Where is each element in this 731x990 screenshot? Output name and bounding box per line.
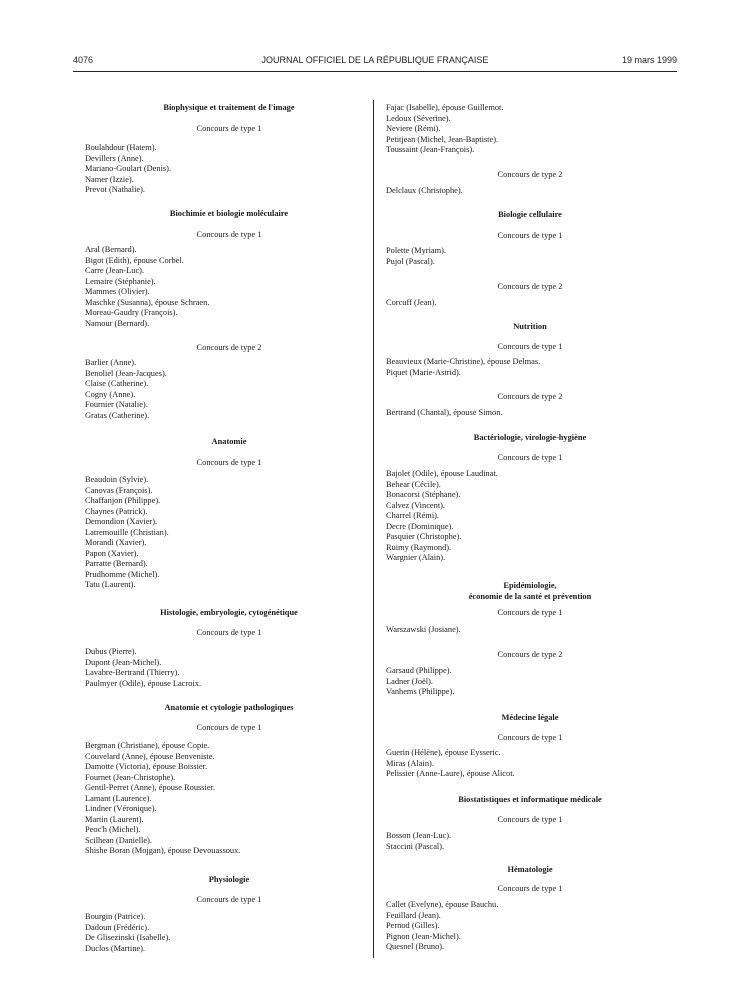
name-entry: Duclos (Martine). [85,943,146,953]
name-list [386,103,674,156]
name-entry: Moreau-Gaudry (François). [85,308,178,317]
name-entry: Beauvieux (Marie-Christine), épouse Delmas. [386,357,541,366]
concours-label: Concours de type 1 [497,733,563,742]
section-title: Biologie cellulaire [498,210,562,219]
name-list [386,408,674,419]
section-heading [85,437,373,458]
name-entry: Beaudoin (Sylvie). [85,475,149,484]
name-entry: Staccini (Pascal). [386,841,445,851]
name-entry: Bonacorsi (Stéphane). [386,490,461,499]
name-list [85,647,373,689]
concours-label: Concours de type 1 [196,628,262,637]
name-entry: Toussaint (Jean-François). [386,145,475,154]
name-entry: Behear (Cécile). [386,479,441,489]
name-entry: Petitjean (Michel, Jean-Baptiste). [386,134,499,144]
name-list [386,666,674,698]
name-entry: Canovas (François). [85,485,153,495]
name-entry: Shishe Boran (Mojgan), épouse Devouassoux. [85,846,241,855]
name-list [386,357,674,378]
name-entry: Polette (Myriam). [386,246,447,255]
name-entry: Chaynes (Patrick). [85,506,148,516]
concours-label: Concours de type 1 [497,815,563,824]
name-list [85,475,373,591]
name-entry: Bourgin (Patrice). [85,912,146,921]
section-title: Hématologie [507,865,553,874]
name-entry: Fournet (Jean-Christophe). [85,772,176,782]
name-entry: Benoliel (Jean-Jacques). [85,368,167,378]
section-title: Anatomie et cytologie pathologiques [164,703,294,712]
name-entry: Warszawski (Josiane). [386,625,461,634]
name-entry: Gratas (Catherine). [85,410,150,420]
concours-label: Concours de type 1 [196,723,262,732]
name-list [386,831,674,852]
name-entry: Garsaud (Philippe). [386,666,452,675]
name-entry: Papon (Xavier). [85,548,139,558]
section-heading [85,209,373,230]
name-entry: Boulahdour (Hatem). [85,143,157,152]
name-entry: Fournier (Natalie). [85,400,148,409]
name-entry: Barlier (Anne). [85,358,137,367]
concours-subheading [85,628,373,649]
name-entry: Claise (Catherine). [85,379,149,388]
section-heading [386,713,674,734]
name-list [85,912,373,954]
name-entry: Miras (Alain). [386,758,434,768]
name-entry: Ruimy (Raymond). [386,542,452,552]
section-title: Biophysique et traitement de l'image [163,103,295,112]
name-entry: De Glisezinski (Isabelle). [85,933,171,942]
name-entry: Peoc'h (Michel). [85,825,141,834]
concours-label: Concours de type 2 [497,170,563,179]
name-entry: Dupont (Jean-Michel). [85,657,162,667]
concours-label: Concours de type 2 [497,650,563,659]
name-entry: Callet (Evelyne), épouse Bauchu. [386,900,499,909]
name-entry: Pignon (Jean-Michel). [386,931,461,941]
name-entry: Quesnel (Bruno). [386,942,445,951]
name-list [85,143,373,196]
name-entry: Corcuff (Jean). [386,298,437,307]
name-entry: Vanhems (Philippe). [386,687,455,696]
name-entry: Carre (Jean-Luc). [85,266,145,275]
name-entry: Demondion (Xavier). [85,517,158,526]
section-heading [85,103,373,124]
name-entry: Calvez (Vincent). [386,500,446,510]
section-title: Epidémiologie, économie de la santé et prévention [468,581,592,601]
name-entry: Latremouille (Christian). [85,527,169,537]
name-entry: Delclaux (Christophe). [386,186,463,195]
name-entry: Dadoun (Frédéric). [85,922,150,932]
section-heading [386,210,674,231]
section-heading [386,433,674,454]
name-entry: Lemaire (Stéphanie). [85,276,156,286]
name-entry: Bertrand (Chantal), épouse Simon. [386,408,503,417]
section-title: Biostatistiques et informatique médicale [458,795,602,804]
name-entry: Bergman (Christiane), épouse Copie. [85,741,210,750]
name-list [85,741,373,857]
name-list [386,298,674,309]
name-entry: Ladner (Joël). [386,676,433,686]
name-entry: Prevot (Nathalie). [85,185,145,194]
name-entry: Bajolet (Odile), épouse Laudinat. [386,469,498,478]
section-title: Histologie, embryologie, cytogénétique [160,608,298,617]
name-list [386,246,674,267]
name-entry: Couvelard (Anne), épouse Benveniste. [85,751,215,761]
name-entry: Martin (Laurent). [85,814,144,824]
name-entry: Morandi (Xavier). [85,538,147,547]
name-entry: Wargnier (Alain). [386,553,446,562]
name-list [85,245,373,329]
section-heading [85,703,373,724]
name-entry: Charrel (Rémi). [386,511,440,520]
name-entry: Damotte (Victoria), épouse Boissier. [85,762,208,771]
concours-label: Concours de type 1 [497,608,563,617]
concours-label: Concours de type 1 [497,342,563,351]
header-rule [73,71,677,72]
section-heading [85,875,373,896]
section-heading [386,795,674,816]
name-entry: Lamant (Laurence). [85,793,152,803]
name-entry: Parratte (Bernard). [85,559,148,568]
concours-label: Concours de type 1 [196,895,262,904]
concours-label: Concours de type 2 [497,282,563,291]
name-entry: Guerin (Hélène), épouse Eysseric. [386,748,501,757]
section-title: Nutrition [513,322,547,331]
name-entry: Scilhean (Danielle). [85,835,152,845]
name-entry: Prudhomme (Michel). [85,569,160,579]
name-entry: Mammes (Olivier). [85,287,150,296]
concours-label: Concours de type 1 [196,458,262,467]
concours-label: Concours de type 1 [497,884,563,893]
name-entry: Paulmyer (Odile), épouse Lacroix. [85,678,202,688]
name-entry: Bosson (Jean-Luc). [386,831,452,840]
name-list [386,748,674,780]
name-entry: Fajac (Isabelle), épouse Guillemot. [386,103,504,112]
section-heading [386,322,674,343]
name-entry: Namour (Bernard). [85,318,150,328]
name-entry: Tatu (Laurent). [85,580,136,589]
name-entry: Lavabre-Bertrand (Thierry). [85,668,180,677]
name-list [386,469,674,564]
name-entry: Namer (Izzie). [85,174,134,184]
concours-label: Concours de type 1 [196,230,262,239]
name-entry: Ledoux (Séverine). [386,113,451,123]
name-entry: Mariano-Goulart (Denis). [85,164,172,173]
section-title: Physiologie [208,875,250,884]
name-entry: Devillers (Anne). [85,153,144,163]
name-entry: Cogny (Anne). [85,389,136,399]
name-list [386,186,674,197]
section-heading [85,608,373,629]
name-entry: Neviere (Rémi). [386,124,441,133]
name-entry: Aral (Bernard). [85,245,137,254]
name-entry: Decre (Dominique). [386,521,454,531]
name-entry: Lindner (Véronique). [85,804,157,813]
publication-date: 19 mars 1999 [621,55,677,65]
name-entry: Piquet (Marie-Astrid). [386,367,461,377]
name-entry: Feuillard (Jean). [386,910,441,920]
name-list [85,358,373,421]
name-entry: Pernod (Gilles). [386,921,440,930]
name-entry: Pujol (Pascal). [386,256,435,266]
concours-label: Concours de type 1 [497,231,563,240]
section-heading [386,865,674,886]
concours-label: Concours de type 2 [196,343,262,352]
section-title: Bactériologie, virologie-hygiène [473,433,587,442]
concours-label: Concours de type 1 [497,453,563,462]
column-divider [373,100,374,958]
section-title: Biochimie et biologie moléculaire [169,209,289,218]
name-entry: Bigot (Edith), épouse Corbel. [85,255,184,265]
name-entry: Maschke (Susanna), épouse Schraen. [85,297,210,307]
concours-subheading [85,124,373,145]
name-entry: Chaffanjon (Philippe). [85,496,161,505]
page-number: 4076 [73,55,94,65]
concours-label: Concours de type 1 [196,124,262,133]
name-entry: Gentil-Perret (Anne), épouse Roussier. [85,783,216,792]
name-list [386,900,674,953]
name-entry: Pasquier (Christophe). [386,532,462,541]
name-list [386,625,674,636]
concours-label: Concours de type 2 [497,392,563,401]
name-entry: Pelissier (Anne-Laure), épouse Alicot. [386,769,515,778]
section-title: Médecine légale [501,713,559,722]
page-header [73,55,677,71]
journal-title: JOURNAL OFFICIEL DE LA RÉPUBLIQUE FRANÇAISE [261,55,489,65]
name-entry: Dubus (Pierre). [85,647,137,656]
section-title: Anatomie [211,437,247,446]
